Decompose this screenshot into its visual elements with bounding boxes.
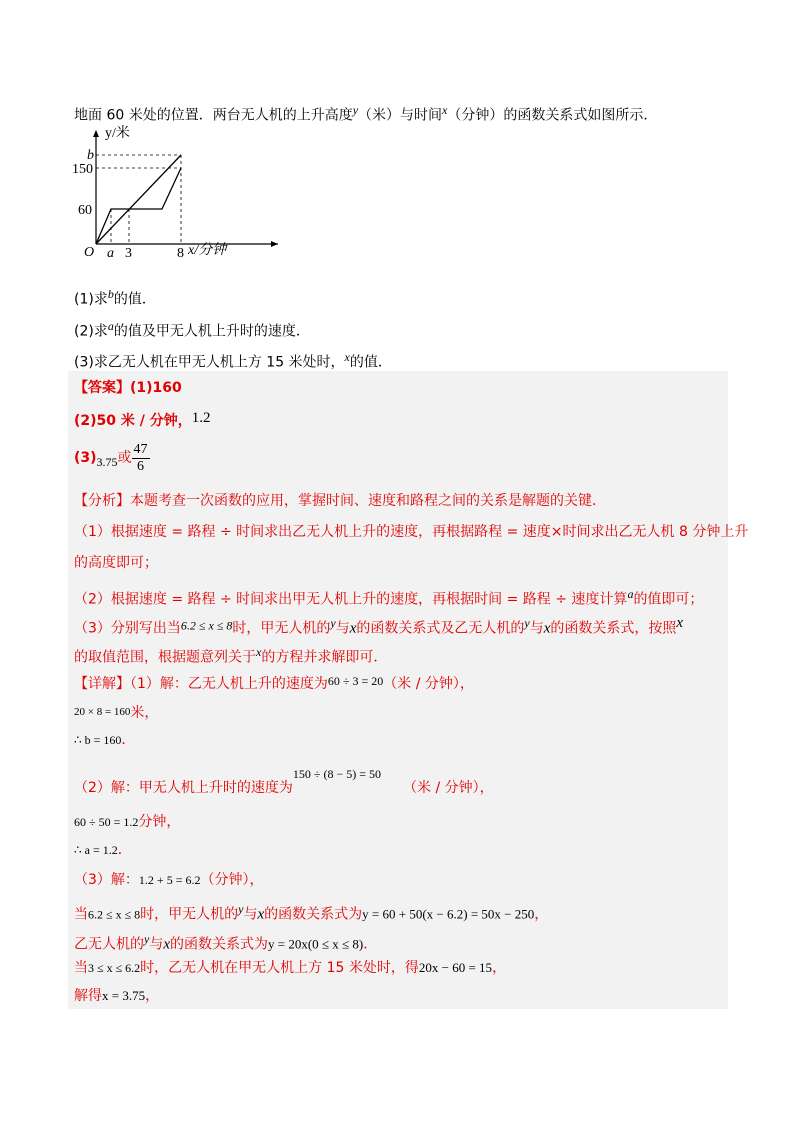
q1-var: b xyxy=(107,287,114,301)
detail-l8 xyxy=(74,899,548,925)
detail-l4 xyxy=(74,764,494,794)
analysis-text-6a: 的取值范围，根据题意列关于 xyxy=(74,649,256,666)
detail-text-8e: ， xyxy=(534,906,549,923)
detail-text-4a: （2）解：甲无人机上升时的速度为 xyxy=(74,780,293,796)
detail-math-3: ∴ b = 160 xyxy=(74,733,122,747)
detail-text-9d: ． xyxy=(363,936,378,953)
q3-prefix: (3)求乙无人机在甲无人机上方 15 米处时， xyxy=(74,354,345,371)
problem-intro xyxy=(74,100,657,126)
y-axis-label: y/米 xyxy=(105,126,130,141)
analysis-l1 xyxy=(74,491,606,511)
analysis-text-6b: 的方程并求解即可． xyxy=(261,649,388,666)
detail-l3 xyxy=(74,730,135,750)
detail-text-6: ． xyxy=(117,842,132,858)
analysis-var-x4: x xyxy=(256,645,262,659)
x-axis-arrow xyxy=(271,241,278,247)
function-graph xyxy=(72,126,278,261)
detail-text-2: 米， xyxy=(130,705,159,721)
detail-math-10: 3 ≤ x ≤ 6.2 xyxy=(88,961,141,975)
x-axis-label: x/分钟 xyxy=(188,243,227,258)
detail-text-5: 分钟， xyxy=(138,814,181,830)
detail-math-9: y = 20x(0 ≤ x ≤ 8) xyxy=(268,936,364,952)
analysis-text-3: 的高度即可； xyxy=(74,555,158,571)
x-tick-8: 8 xyxy=(177,246,184,261)
detail-math-4: 150 ÷ (8 − 5) = 50 xyxy=(292,767,382,781)
analysis-l6 xyxy=(74,642,387,668)
answer-3-fraction xyxy=(132,442,150,475)
answer-3 xyxy=(74,440,150,476)
answer-3-or: 或 xyxy=(117,450,132,466)
x-tick-3: 3 xyxy=(125,246,132,261)
detail-text-11a: 解得 xyxy=(74,988,102,1004)
detail-l9 xyxy=(74,929,377,955)
detail-text-1a: 【详解】（1）解：乙无人机上升的速度为 xyxy=(74,676,328,692)
detail-l2 xyxy=(74,702,158,723)
answer-3-value: 3.75 xyxy=(96,455,118,469)
detail-text-10c: ， xyxy=(492,960,507,976)
detail-var-x2: x xyxy=(163,936,170,953)
intro-end: （分钟）的函数关系式如图所示． xyxy=(447,107,658,124)
y-tick-60: 60 xyxy=(78,203,92,218)
q3-var: x xyxy=(344,350,350,364)
detail-l10 xyxy=(74,958,506,978)
detail-text-9b: 与 xyxy=(149,936,164,953)
detail-math-5: 60 ÷ 50 = 1.2 xyxy=(74,815,139,829)
analysis-text-5a: （3）分别写出当 xyxy=(74,620,181,637)
analysis-text-4b: 的值即可； xyxy=(633,591,704,608)
analysis-l2 xyxy=(74,522,748,542)
detail-text-4b: （米 / 分钟）， xyxy=(403,780,494,796)
answer-2-value: 1.2 xyxy=(191,410,211,426)
q2-var: a xyxy=(107,319,114,333)
question-2 xyxy=(74,316,310,342)
detail-text-9c: 的函数关系式为 xyxy=(170,936,268,953)
intro-mid: （米）与时间 xyxy=(358,107,443,124)
detail-l5 xyxy=(74,812,180,832)
answer-2 xyxy=(74,408,211,431)
origin-label: O xyxy=(84,245,95,260)
question-3 xyxy=(74,347,392,373)
detail-math-2: 20 × 8 = 160 xyxy=(74,706,131,718)
answer-2-text: (2)50 米 / 分钟， xyxy=(74,413,192,429)
analysis-l5 xyxy=(74,613,683,639)
detail-text-8d: 的函数关系式为 xyxy=(264,906,363,923)
detail-l6 xyxy=(74,840,132,860)
line-jia xyxy=(96,168,181,244)
analysis-text-5c: 与 xyxy=(335,620,350,637)
q3-suffix: 的值． xyxy=(349,354,392,371)
detail-text-8b: 时，甲无人机的 xyxy=(140,906,239,923)
detail-text-10b: 时，乙无人机在甲无人机上方 15 米处时，得 xyxy=(140,960,419,976)
analysis-text-2: （1）根据速度 = 路程 ÷ 时间求出乙无人机上升的速度，再根据路程 = 速度×时间求出乙无人机 8 分钟上升 xyxy=(74,524,749,540)
analysis-range: 6.2 ≤ x ≤ 8 xyxy=(180,618,233,633)
detail-l7 xyxy=(74,870,263,890)
analysis-var-x2: x xyxy=(543,620,551,637)
detail-l11 xyxy=(74,986,159,1006)
detail-text-9a: 乙无人机的 xyxy=(74,936,144,953)
fraction-num: 47 xyxy=(133,441,148,457)
detail-text-11b: ， xyxy=(145,988,160,1004)
answer-3-prefix: (3) xyxy=(74,450,97,466)
detail-text-8a: 当 xyxy=(74,906,88,923)
q2-suffix: 的值及甲无人机上升时的速度． xyxy=(113,323,310,340)
detail-math-10b: 20x − 60 = 15 xyxy=(418,960,493,975)
question-1 xyxy=(74,284,156,310)
analysis-text-4a: （2）根据速度 = 路程 ÷ 时间求出甲无人机上升的速度，再根据时间 = 路程 ÷ 速度计算 xyxy=(74,591,628,608)
analysis-text-5b: 时，甲无人机的 xyxy=(232,620,331,637)
detail-math-1: 60 ÷ 3 = 20 xyxy=(327,674,384,688)
detail-text-8c: 与 xyxy=(243,906,258,923)
detail-text-7a: （3）解： xyxy=(74,872,139,888)
analysis-text-5f: 的函数关系式，按照 xyxy=(550,620,677,637)
intro-text: 地面 60 米处的位置．两台无人机的上升高度 xyxy=(74,107,353,124)
detail-text-10a: 当 xyxy=(74,960,88,976)
analysis-var-x: x xyxy=(349,620,357,637)
analysis-var-a: a xyxy=(627,587,634,601)
analysis-text-1: 【分析】本题考查一次函数的应用，掌握时间、速度和路程之间的关系是解题的关键． xyxy=(74,493,606,509)
detail-text-1b: （米 / 分钟）， xyxy=(383,676,474,692)
answer-1 xyxy=(74,378,182,398)
analysis-var-y2: y xyxy=(524,616,530,630)
detail-math-11: x = 3.75 xyxy=(102,988,146,1003)
q1-prefix: (1)求 xyxy=(74,291,108,308)
analysis-text-5e: 与 xyxy=(529,620,544,637)
fraction-den: 6 xyxy=(137,458,145,474)
var-x: x xyxy=(442,103,448,117)
detail-text-7b: （分钟）， xyxy=(200,872,264,888)
detail-l1 xyxy=(74,671,474,694)
detail-var-y2: y xyxy=(144,932,150,946)
y-tick-150: 150 xyxy=(72,162,93,177)
analysis-var-y: y xyxy=(330,616,336,630)
answer-label: 【答案】(1)160 xyxy=(74,380,182,396)
detail-math-6: ∴ a = 1.2 xyxy=(74,843,118,857)
detail-math-8b: y = 60 + 50(x − 6.2) = 50x − 250 xyxy=(362,906,535,922)
y-tick-b: b xyxy=(87,148,94,163)
x-tick-a: a xyxy=(107,246,114,261)
detail-math-8: 6.2 ≤ x ≤ 8 xyxy=(88,907,141,922)
analysis-var-x3: x xyxy=(676,615,684,631)
q1-suffix: 的值． xyxy=(113,291,156,308)
analysis-l4 xyxy=(74,584,703,610)
var-y: y xyxy=(352,103,359,117)
analysis-l3 xyxy=(74,553,158,573)
detail-text-3: ． xyxy=(121,732,136,748)
q2-prefix: (2)求 xyxy=(74,323,108,340)
analysis-text-5d: 的函数关系式及乙无人机的 xyxy=(356,620,525,637)
detail-var-x: x xyxy=(257,906,265,923)
y-axis-arrow xyxy=(93,130,99,137)
detail-var-y: y xyxy=(238,902,244,916)
detail-math-7: 1.2 + 5 = 6.2 xyxy=(138,873,201,887)
